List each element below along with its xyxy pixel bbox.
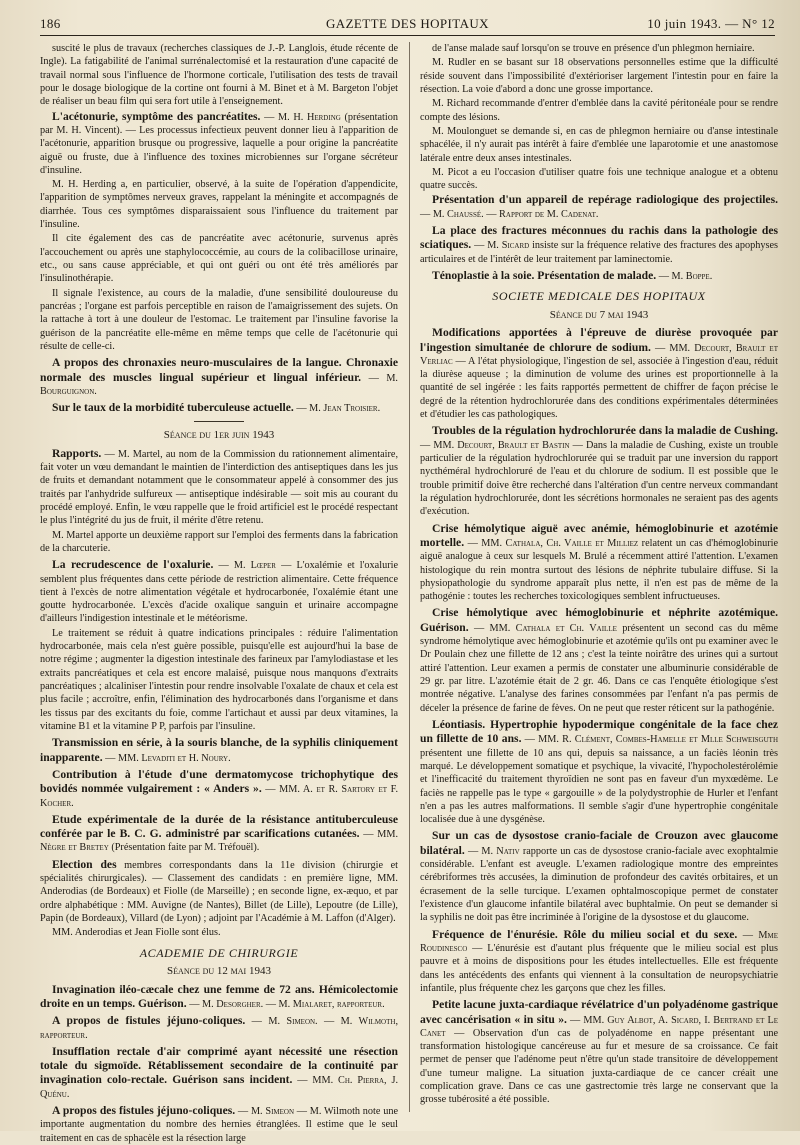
report-item [420, 606, 778, 715]
paragraph: M. Rudler en se basant sur 18 observations personnelles estime que la difficulté réside souvent dans l'impossibilité d'extérioriser largement l'intestin pour en faire la résection. La voie d'abord a donc une grosse importance. [420, 57, 778, 95]
report-paragraph: Transmission en série, à la souris blanche, de la syphilis cliniquement inapparente. — MM. Levaditi et H. Noury. [40, 736, 398, 764]
report-item [40, 1045, 398, 1101]
report-title: Transmission en série, à la souris blanche, de la syphilis cliniquement inapparente. [40, 736, 398, 764]
report-title: A propos des fistules jéjuno-coliques. [52, 1104, 236, 1118]
report-item [420, 928, 778, 996]
report-item [420, 269, 778, 283]
right-items-2 [420, 326, 778, 1107]
report-item [420, 522, 778, 604]
report-author: M. Chaussé. — Rapport de M. Cadenat [432, 208, 596, 220]
report-item [40, 983, 398, 1012]
report-item [40, 401, 398, 415]
separator-rule [194, 421, 244, 422]
report-paragraph: Contribution à l'étude d'une dermatomycose trichophytique des bovidés nommée vulgairement : « Anders ». — MM. A. et R. Sartory et F. Kocher. [40, 767, 399, 809]
issue-date-number: 10 juin 1943. — N° 12 [647, 16, 775, 31]
paragraph: Il cite également des cas de pancréatite avec acétonurie, survenus après l'accouchement ou après une staphylococcémie, au cours de la colibacillose urinaire, etc., ou sans cause appréciable, et qui ont guéri ou ont été très améliorés par l'insulinothérapie. [40, 233, 398, 285]
left-column [40, 42, 399, 1144]
section-title-academie-chirurgie: ACADEMIE DE CHIRURGIE [139, 945, 299, 960]
report-item [420, 193, 778, 221]
report-paragraph: Fréquence de l'énurésie. Rôle du milieu social et du sexe. — Mme Roudinesco — L'énurésie est d'autant plus fréquente que le milieu social est plus pauvre et à moins de dispositions pour les études intellectuelles. Elle est fréquente dans les antécédents des enfants qui viennent à la consultation de neuropsychiatrie infantile, plus fréquente chez les garçons que chez les filles. [420, 927, 778, 994]
report-item [40, 1104, 398, 1145]
report-title: Sur le taux de la morbidité tuberculeuse actuelle. [52, 401, 294, 415]
report-paragraph: Invagination iléo-cæcale chez une femme de 72 ans. Hémicolectomie droite en un temps. Guérison. — M. Desorgher. — M. Mialaret, rapporteur. [40, 982, 398, 1010]
report-author: MM. Cathala, Ch. Vaille et Milliez [481, 537, 639, 549]
left-items-1 [40, 110, 398, 416]
report-author: MM. Ch. Pierra, J. Quénu [40, 1075, 399, 1100]
report-paragraph: Etude expérimentale de la durée de la résistance antituberculeuse conférée par le B. C. G. administré par scarifications cutanées. — MM. Nègre et Bretey (Présentation faite par M. Tréfouël). [40, 812, 399, 854]
report-text: — Observation d'un cas de polyadénome en nappe présentant une transformation histologique cancéreuse au fur et mesure de sa croissance. Ce fait permet de penser que l'adénome peut n'être qu'un stade transitoire de développement d'une tumeur maligne. La situation juxta-cardiaque de ce cancer créait une complication grave. Dans ce cas une gastrectomie très large ne conservant que la grosse tubérosité a été possible. [420, 1027, 779, 1106]
right-column [420, 42, 778, 1122]
report-author: M. Jean Troisier [309, 403, 378, 415]
report-title: Insufflation rectale d'air comprimé ayant nécessité une résection totale du sigmoïde. Rétablissement secondaire de la continuité par invagination colo-rectale. Guérison sans incident. [40, 1044, 398, 1087]
paragraph: suscité le plus de travaux (recherches classiques de J.-P. Langlois, étude récente de Ingle). La fatigabilité de l'animal surrénalectomisé et la restauration d'une capacité de travail normal sous l'influence de l'hormone corticale, l'utilisation des tests de travail pour le dosage biologique de la cortine ont fourni à M. Binet et à M. Bargeton l'objet de réaliser un beau film qui sera fort utile à l'enseignement. [40, 43, 398, 108]
paragraph: MM. Anderodias et Jean Fiolle sont élus. [52, 927, 221, 939]
report-paragraph: Ténoplastie à la soie. Présentation de malade. — M. Boppe. [432, 269, 713, 282]
seance-date: Séance du 12 mai 1943 [167, 965, 271, 978]
journal-title: GAZETTE DES HOPITAUX [326, 16, 489, 31]
report-author: MM. R. Clément, Combes-Hamelle et Mlle Schweisguth [538, 734, 778, 746]
report-text: membres correspondants dans la 11e division (chirurgie et spécialités chirurgicales). — Classement des candidats : en première ligne, MM. Anderodias (de Bordeaux) et Fiolle (de Marseille) ; en seconde ligne, ex-æquo, et par ordre alphabétique : MM. Auvigne (de Nantes), Billet (de Lille), Lepoutre (de Lille), Papin (de Bordeaux), Villard (de Lyon) ; adjoint par l'Académie à M. Laffon (d'Alger). [40, 859, 399, 925]
paragraph: M. Martel apporte un deuxième rapport sur l'emploi des ferments dans la fabrication de la charcuterie. [40, 529, 398, 554]
page-number: 186 [40, 16, 61, 31]
header-rule [40, 35, 775, 36]
report-author: M. H. Herding [278, 111, 341, 123]
report-title: Fréquence de l'énurésie. Rôle du milieu social et du sexe. [432, 927, 738, 941]
report-item [420, 998, 778, 1107]
report-item [40, 736, 398, 765]
report-title: Sur un cas de dysostose cranio-faciale de Crouzon avec glaucome bilatéral. [420, 829, 778, 857]
paragraph: M. Picot a eu l'occasion d'utiliser quatre fois une technique analogue et a obtenu quatre succès. [420, 166, 778, 192]
report-title: Election des [52, 857, 117, 871]
report-paragraph: Petite lacune juxta-cardiaque révélatrice d'un polyadénome gastrique avec cancérisation « in situ ». — MM. Guy Albot, A. Sicard, I. Bertrand et Le Canet — Observation d'un cas de polyadénome en nappe présentant une transformation histologique cancéreuse au fur et mesure de sa croissance. Ce fait permet de penser que l'adénome peut n'être qu'un stade transitoire de développement d'une tumeur maligne. La situation juxta-cardiaque de ce cancer créait une complication grave. Dans ce cas une gastrectomie très large ne conservant que la grosse tubérosité a été possible. [420, 998, 779, 1106]
left-items-2 [40, 447, 398, 940]
report-paragraph: Crise hémolytique avec hémoglobinurie et néphrite azotémique. Guérison. — MM. Cathala et Ch. Vaille présentent un second cas du même syndrome hémolytique avec hémoglobinurie et azotémie qu'ils ont pu examiner avec le Dr Poulain chez une fillette de 12 ans ; c'est la teinte noirâtre des urines qui a surtout attiré l'attention. Leur examen a permis de constater une albuminurie considérable de 29 gr. par litre. L'azotémie était de 2 gr. 46. Dans ce cas l'enquête étiologique s'est montrée négative. L'analyse des farines consommées par l'enfant n'a pas permis de déceler la présence de farine de fèves. On ne peut que rester réticent sur la pathogénie. [420, 606, 779, 714]
report-text: — M. Wilmoth note une importante augmentation du nombre des hernies étranglées. Il estime que le seul traitement en cas de sphacèle est la résection large [40, 1106, 399, 1144]
column-divider [409, 42, 410, 1112]
report-paragraph [40, 858, 398, 926]
report-item [40, 356, 398, 398]
report-paragraph: Troubles de la régulation hydrochlorurée dans la maladie de Cushing. — MM. Decourt, Brault et Bastin — Dans la maladie de Cushing, existe un trouble particulier de la régulation hydrochlorurée qui se traduit par une inversion du rapport nycthéméral hydrochloruré de l'eau et du chlorure de sodium. Il est possible que le trouble primitif doive être recherché dans l'altération d'un centre nerveux commandant la régulation hydrochlorurée, dont les sécrétions hormonales ne seraient pas des agents d'exécution. [420, 424, 779, 518]
report-author: M. Lœper [233, 560, 276, 572]
report-text: — L'oxalémie et l'oxalurie semblent plus fréquentes dans cette période de restriction alimentaire. Cette fréquence tient à l'excès de notre alimentation végétale et hydrocarbonée, l'oxalémie étant une goutte hydrocarbonée. L'excès d'acide oxalique sanguin et urinaire accompagne d'ailleurs l'indigestion intestinale et le météorisme. [40, 560, 399, 625]
seance-date: Séance du 7 mai 1943 [549, 308, 649, 321]
left-intro [40, 42, 398, 109]
report-author: M. Simeon [250, 1106, 295, 1118]
report-title: Modifications apportées à l'épreuve de diurèse provoquée par l'ingestion simultanée de chlorure de sodium. [420, 326, 778, 354]
report-item [40, 813, 398, 855]
report-title: A propos des chronaxies neuro-musculaires de la langue. Chronaxie normale des muscles lingual supérieur et lingual inférieur. [40, 356, 398, 384]
paragraph: de l'anse malade sauf lorsqu'on se trouve en présence d'un phlegmon herniaire. [432, 43, 755, 54]
report-title: Présentation d'un appareil de repérage radiologique des projectiles. [432, 193, 778, 207]
report-paragraph: Crise hémolytique aiguë avec anémie, hémoglobinurie et azotémie mortelle. — MM. Cathala, Ch. Vaille et Milliez relatent un cas d'hémoglobinurie aiguë analogue à ceux sur lesquels M. Brulé a récemment attiré l'attention. L'examen histologique du rein montra surtout des lésions de néphrite tubulaire diffuse. Si la physiopathologie du syndrome apparaît plus nette, il n'en est pas de même de la pathogénie : toutes les recherches toxicologiques semblent infructueuses. [420, 521, 779, 603]
report-author: MM. Cathala et Ch. Vaille [489, 622, 617, 634]
report-item [420, 718, 778, 827]
report-paragraph: Modifications apportées à l'épreuve de diurèse provoquée par l'ingestion simultanée de chlorure de sodium. — MM. Decourt, Brault et Verliac — A l'état physiologique, l'ingestion de sel, associée à l'ingestion d'eau, réduit la diurèse aqueuse ; la diminution de volume des urines est proportionnelle à la quantité de sel ingérée : les faits rapportés permettent de chiffrer de façon précise le degré de la rétention hydrochlorurée dans des conditions expérimentales déterminées et d'étudier les cas pathologiques. [420, 326, 778, 421]
report-item [420, 424, 778, 518]
report-item [40, 1014, 398, 1042]
report-text: présentent une fillette de 10 ans qui, depuis sa naissance, a un faciès léonin très marqué. Le développement somatique et psychique, la vivacité, l'hypocholestérolémie et l'inefficacité du traitement thyroïdien ne sont pas en faveur d'un myxœdème. Le faciès ne rappelle pas le type « gargouille » de la polydystrophie de Hurler et l'enfant n'en a pas les autres malformations. Il semble s'agir d'une hypertrophie congénitale localisée due à une dysgénèse. [420, 747, 778, 826]
report-title: Etude expérimentale de la durée de la résistance antituberculeuse conférée par le B. C. G. administré par scarifications cutanées. [40, 812, 398, 841]
report-title: Petite lacune juxta-cardiaque révélatrice d'un polyadénome gastrique avec cancérisation « in situ ». [420, 998, 778, 1026]
report-title: Crise hémolytique avec hémoglobinurie et néphrite azotémique. Guérison. [420, 606, 778, 634]
report-paragraph: Léontiasis. Hypertrophie hypodermique congénitale de la face chez un fillette de 10 ans. — MM. R. Clément, Combes-Hamelle et Mlle Schweisguth présentent une fillette de 10 ans qui, depuis sa naissance, a un faciès léonin très marqué. Le développement somatique et psychique, la vivacité, l'hypocholestérolémie et l'inefficacité du traitement thyroïdien ne sont pas en faveur d'un myxœdème. Le faciès ne rappelle pas le type « gargouille » de la polydystrophie de Hurler et l'enfant n'en a pas les autres malformations. Il semble s'agir d'une hypertrophie congénitale localisée due à une dysgénèse. [420, 717, 778, 826]
report-title: La place des fractures méconnues du rachis dans la pathologie des sciatiques. [420, 224, 778, 252]
report-title: L'acétonurie, symptôme des pancréatites. [52, 109, 261, 123]
report-author: M. Bourguignon [40, 372, 398, 397]
report-item [40, 558, 398, 733]
paragraph: M. Moulonguet se demande si, en cas de phlegmon herniaire ou d'anse intestinale sphacélée, il n'y aurait pas intérêt à faire d'emblée une laparotomie et une anastomose latérale entre deux anses intestinales. [420, 125, 778, 164]
report-item [420, 224, 778, 266]
report-author: M. Boppe [671, 271, 710, 282]
report-item [40, 858, 398, 940]
report-text: (présentation par M. H. Vincent). — Les processus infectieux peuvent donner lieu à l'apparition de l'acétonurie, apparition brusque ou progressive, laquelle a pour origine la pancréatite aiguë ou fruste, due à l'influence des toxines microbiennes sur l'organe sécréteur d'insuline. [40, 111, 398, 176]
report-author: M. Desorgher. — M. Mialaret, rapporteur [202, 998, 383, 1010]
seance-date: Séance du 1er juin 1943 [163, 429, 275, 442]
report-author: MM. Levaditi et H. Noury [117, 752, 229, 764]
page-header [40, 12, 775, 32]
report-author: M. Simeon. — M. Wilmoth, rapporteur [40, 1016, 399, 1041]
report-paragraph: Insufflation rectale d'air comprimé ayant nécessité une résection totale du sigmoïde. Rétablissement secondaire de la continuité par invagination colo-rectale. Guérison sans incident. — MM. Ch. Pierra, J. Quénu. [40, 1044, 399, 1100]
report-paragraph: A propos de fistules jéjuno-coliques. — M. Simeon. — M. Wilmoth, rapporteur. [40, 1014, 399, 1041]
report-text: présentent un second cas du même syndrome hémolytique avec hémoglobinurie et azotémie qu'ils ont pu examiner avec le Dr Poulain chez une fillette de 12 ans ; c'est la teinte noirâtre des urines qui a surtout attiré l'attention. Leur examen a permis de constater une albuminurie considérable de 29 gr. par litre. L'azotémie était de 2 gr. 46. Dans ce cas l'enquête étiologique s'est montrée négative. L'analyse des farines consommées par l'enfant n'a pas permis de déceler la présence de farine de fèves. On ne peut que rester réticent sur la pathogénie. [420, 622, 779, 714]
report-text: rapporte un cas de dysostose cranio-faciale avec exophtalmie considérable. L'enfant est aveugle. L'examen radiologique montre des empreintes cérébriformes très accusées, la diminution de profondeur des cavités orbitaires, et un écrasement de la selle turcique. L'examen ophtalmoscopique permet de constater l'existence d'un glaucome infantile bilatéral avec buphtalmie. On peut se demander si la syphilis ne doit pas être incriminée à l'origine de la dysostose et du glaucome. [420, 845, 779, 924]
report-paragraph: Présentation d'un appareil de repérage radiologique des projectiles. — M. Chaussé. — Rapport de M. Cadenat. [420, 193, 778, 220]
right-items-1 [420, 193, 778, 283]
report-author: MM. Decourt, Brault et Verliac [420, 342, 778, 367]
report-title: Crise hémolytique aiguë avec anémie, hémoglobinurie et azotémie mortelle. [420, 521, 778, 549]
paragraph: Il signale l'existence, au cours de la maladie, d'une sensibilité douloureuse du pancréas ; l'organe est parfois perceptible en raison de l'amaigrissement des sujets. On la rattache à tort à une douleur de l'estomac. Le traitement par l'insuline favorise la guérison de la pancréatite elle-même en même temps que celle de l'acétonurie qui résulte de celle-ci. [40, 287, 398, 352]
section-title-societe-medicale: SOCIETE MEDICALE DES HOPITAUX [492, 289, 706, 304]
report-text: — A l'état physiologique, l'ingestion de sel, associée à l'ingestion d'eau, réduit la diurèse aqueuse ; la diminution de volume des urines est proportionnelle à la quantité de sel ingérée : les faits rapportés permettent de chiffrer de façon précise le degré de la rétention hydrochlorurée dans des conditions expérimentales déterminées et d'étudier les cas pathologiques. [420, 355, 778, 421]
report-item [420, 326, 778, 421]
report-item [40, 447, 398, 556]
report-paragraph: La recrudescence de l'oxalurie. — M. Lœper — L'oxalémie et l'oxalurie semblent plus fréquentes dans cette période de restriction alimentaire. Cette fréquence tient à l'excès de notre alimentation végétale et hydrocarbonée, l'oxalémie étant une goutte hydrocarbonée. L'excès d'acide oxalique sanguin et urinaire accompagne d'ailleurs l'indigestion intestinale et le météorisme. [40, 558, 399, 625]
report-text: relatent un cas d'hémoglobinurie aiguë analogue à ceux sur lesquels M. Brulé a récemment attiré l'attention. L'examen histologique du rein montra surtout des lésions de néphrite tubulaire diffuse. Si la physiopathologie du syndrome apparaît plus nette, il n'en est pas de même de la pathogénie : toutes les recherches toxicologiques semblent infructueuses. [420, 537, 779, 603]
report-title: Ténoplastie à la soie. Présentation de malade. [432, 269, 657, 282]
paragraph: M. Richard recommande d'entrer d'emblée dans la cavité péritonéale pour se rendre compte des lésions. [420, 98, 778, 123]
report-paragraph: A propos des chronaxies neuro-musculaires de la langue. Chronaxie normale des muscles lingual supérieur et lingual inférieur. — M. Bourguignon. [40, 356, 398, 397]
report-author: MM. Guy Albot, A. Sicard, I. Bertrand et Le Canet [420, 1014, 779, 1039]
report-title: Léontiasis. Hypertrophie hypodermique congénitale de la face chez un fillette de 10 ans. [420, 717, 778, 746]
report-title: Contribution à l'étude d'une dermatomycose trichophytique des bovidés nommée vulgairement : « Anders ». [40, 767, 398, 796]
paragraph: Le traitement se réduit à quatre indications principales : réduire l'alimentation hydrocarbonée, mais cela n'est guère possible, puisqu'elle est aujourd'hui la base de notre régime ; augmenter la digestion intestinale des farineux par l'amylodiastase et les extraits pancréatiques et cela est encore malaisé, puisque nous manquons d'extraits pancréatiques ; alcaliniser l'intestin pour rendre insolvable l'oxalate de chaux et cela est plus facile ; accroître, enfin, l'élimination des hydrocarbonés dans l'organisme et dans les tissus par des excitants du foie, comme l'artichaut et aussi par deux vitamines, la vitamine B1 et la vitamine P P, parfois par l'insuline. [40, 627, 398, 732]
report-title: Invagination iléo-cæcale chez une femme de 72 ans. Hémicolectomie droite en un temps. Guérison. [40, 982, 398, 1010]
report-text: insiste sur la fréquence relative des fractures des apophyses articulaires et de l'intérêt de leur traitement par laminectomie. [420, 240, 779, 265]
report-item [420, 829, 778, 924]
report-text: — M. Martel, au nom de la Commission du rationnement alimentaire, fait voter un vœu demandant le maintien de l'interdiction des antiseptiques dans les jus de fruits et demandant notamment que le consommateur appelé à consommer des jus traités par l'anhydride sulfureux — antiseptique indésirable — soit mis au courant du procédé employé. Enfin, le vœu rappelle que le froid artificiel est le procédé respectant le plus l'intégrité du jus de fruit, il mérite d'être retenu. [40, 448, 399, 527]
report-item [40, 768, 398, 810]
report-paragraph: Sur le taux de la morbidité tuberculeuse actuelle. — M. Jean Troisier. [52, 401, 381, 415]
report-paragraph: La place des fractures méconnues du rachis dans la pathologie des sciatiques. — M. Sicard insiste sur la fréquence relative des fractures des apophyses articulaires et de l'intérêt de leur traitement par laminectomie. [420, 224, 779, 265]
report-text: — Dans la maladie de Cushing, existe un trouble particulier de la régulation hydrochlorurée qui se traduit par une inversion du rapport nycthéméral hydrochloruré de l'eau et du chlorure de sodium. Il est possible que le trouble primitif doive être recherché dans l'altération d'un centre nerveux commandant la régulation hydrochlorurée, dont les sécrétions hormonales ne seraient pas des agents d'exécution. [420, 439, 779, 518]
report-author: Mme Roudinesco [420, 929, 778, 954]
report-title: Rapports. [52, 446, 102, 460]
report-title: Troubles de la régulation hydrochlorurée dans la maladie de Cushing. [432, 424, 778, 438]
report-author: MM. Decourt, Brault et Bastin [433, 439, 570, 451]
report-text: (Présentation faite par M. Tréfouël). [111, 842, 260, 854]
report-paragraph: A propos des fistules jéjuno-coliques. — M. Simeon — M. Wilmoth note une importante augmentation du nombre des hernies étranglées. Il estime que le seul traitement en cas de sphacèle est la résection large [40, 1104, 399, 1144]
report-author: MM. A. et R. Sartory et F. Kocher [40, 784, 399, 809]
report-author: M. Nativ [481, 845, 520, 857]
report-title: A propos de fistules jéjuno-coliques. [52, 1014, 246, 1028]
report-item [40, 110, 398, 354]
report-paragraph [40, 447, 398, 528]
report-author: MM. Nègre et Bretey [40, 829, 399, 854]
paragraph: M. H. Herding a, en particulier, observé, à la suite de l'opération d'appendicite, l'apparition de symptômes nerveux graves, rappelant la méningite et accompagnés de diarrhée. Tous ces symptômes disparaissaient sous l'influence du traitement par l'insuline. [40, 179, 398, 231]
report-paragraph: Sur un cas de dysostose cranio-faciale de Crouzon avec glaucome bilatéral. — M. Nativ rapporte un cas de dysostose cranio-faciale avec exophtalmie considérable. L'enfant est aveugle. L'examen radiologique montre des empreintes cérébriformes très accusées, la diminution de profondeur des cavités orbitaires, et un écrasement de la selle turcique. L'examen ophtalmoscopique permet de constater l'existence d'un glaucome infantile bilatéral avec buphtalmie. On peut se demander si la syphilis ne doit pas être incriminée à l'origine de la dysostose et du glaucome. [420, 829, 779, 924]
right-intro [420, 42, 778, 192]
report-title: La recrudescence de l'oxalurie. [52, 558, 214, 572]
report-author: M. Sicard [487, 240, 530, 252]
report-text: — L'énurésie est d'autant plus fréquente que le milieu social est plus pauvre et à moins de dispositions pour les études intellectuelles. Elle est fréquente dans les antécédents des enfants qui viennent à la consultation de neuropsychiatrie infantile, plus fréquente chez les garçons que chez les filles. [420, 942, 778, 994]
report-paragraph: L'acétonurie, symptôme des pancréatites. — M. H. Herding (présentation par M. H. Vincent). — Les processus infectieux peuvent donner lieu à l'apparition de l'acétonurie, apparition brusque ou progressive, laquelle a pour origine la pancréatite aiguë ou fruste, due à l'influence des toxines microbiennes sur l'organe sécréteur d'insuline. [40, 109, 398, 176]
left-items-3 [40, 983, 398, 1145]
